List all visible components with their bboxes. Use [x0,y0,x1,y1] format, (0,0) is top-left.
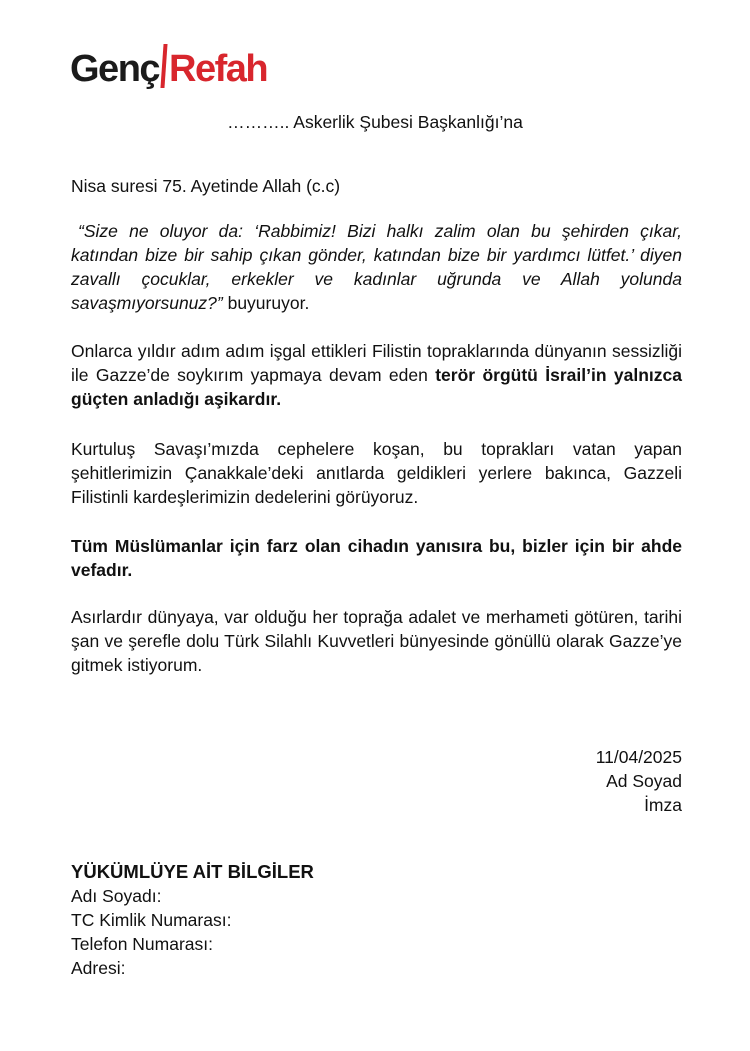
logo-text-genc: Genç [70,48,160,90]
quote-paragraph [71,219,682,315]
letter-heading: ……….. Askerlik Şubesi Başkanlığı’na [227,112,523,132]
verse-quote: “Size ne oluyor da: ‘Rabbimiz! Bizi halkı zalim olan bu şehirden çıkar, katından bize bir sahip çıkan gönder, katından bize bir yardımcı lütfet.’ diyen zavallı çocuklar, erkekler ve kadınlar uğrunda ve Allah yolunda savaşmıyorsunuz?” [71,221,682,313]
paragraph-1-text: Onlarca yıldır adım adım işgal ettikleri Filistin topraklarında dünyanın sessizliği ile Gazze’de soykırım yapmaya devam eden [71,341,682,385]
paragraph-1-bold: terör örgütü İsrail’in yalnızca güçten anladığı aşikardır. [71,365,682,409]
signature-date: 11/04/2025 [595,747,682,767]
paragraph-1 [71,339,682,411]
wheat-stalk-icon [161,44,168,88]
paragraph-2: Kurtuluş Savaşı’mızda cephelere koşan, bu toprakları vatan yapan şehitlerimizin Çanakkale’deki anıtlarda geldikleri yerlere bakınca, Gazzeli Filistinli kardeşlerimizin dedelerini görüyoruz. [71,439,682,507]
name-field-label: Adı Soyadı: [71,886,162,906]
logo-text-refah: Refah [169,48,268,90]
paragraph-3: Tüm Müslümanlar için farz olan cihadın yanısıra bu, bizler için bir ahde vefadır. [71,536,682,580]
info-section [71,860,314,980]
signature-sign: İmza [644,795,682,815]
intro-line: Nisa suresi 75. Ayetinde Allah (c.c) [71,176,341,196]
info-title: YÜKÜMLÜYE AİT BİLGİLER [71,861,314,882]
genc-refah-logo [70,38,267,88]
id-field-label: TC Kimlik Numarası: [71,910,232,930]
phone-field-label: Telefon Numarası: [71,934,214,954]
quote-tail: buyuruyor. [222,293,310,313]
signature-name: Ad Soyad [606,771,682,791]
address-field-label: Adresi: [71,958,126,978]
paragraph-4: Asırlardır dünyaya, var olduğu her toprağa adalet ve merhameti götüren, tarihi şan ve şerefle dolu Türk Silahlı Kuvvetleri bünyesinde gönüllü olarak Gazze’ye gitmek istiyorum. [71,607,682,675]
